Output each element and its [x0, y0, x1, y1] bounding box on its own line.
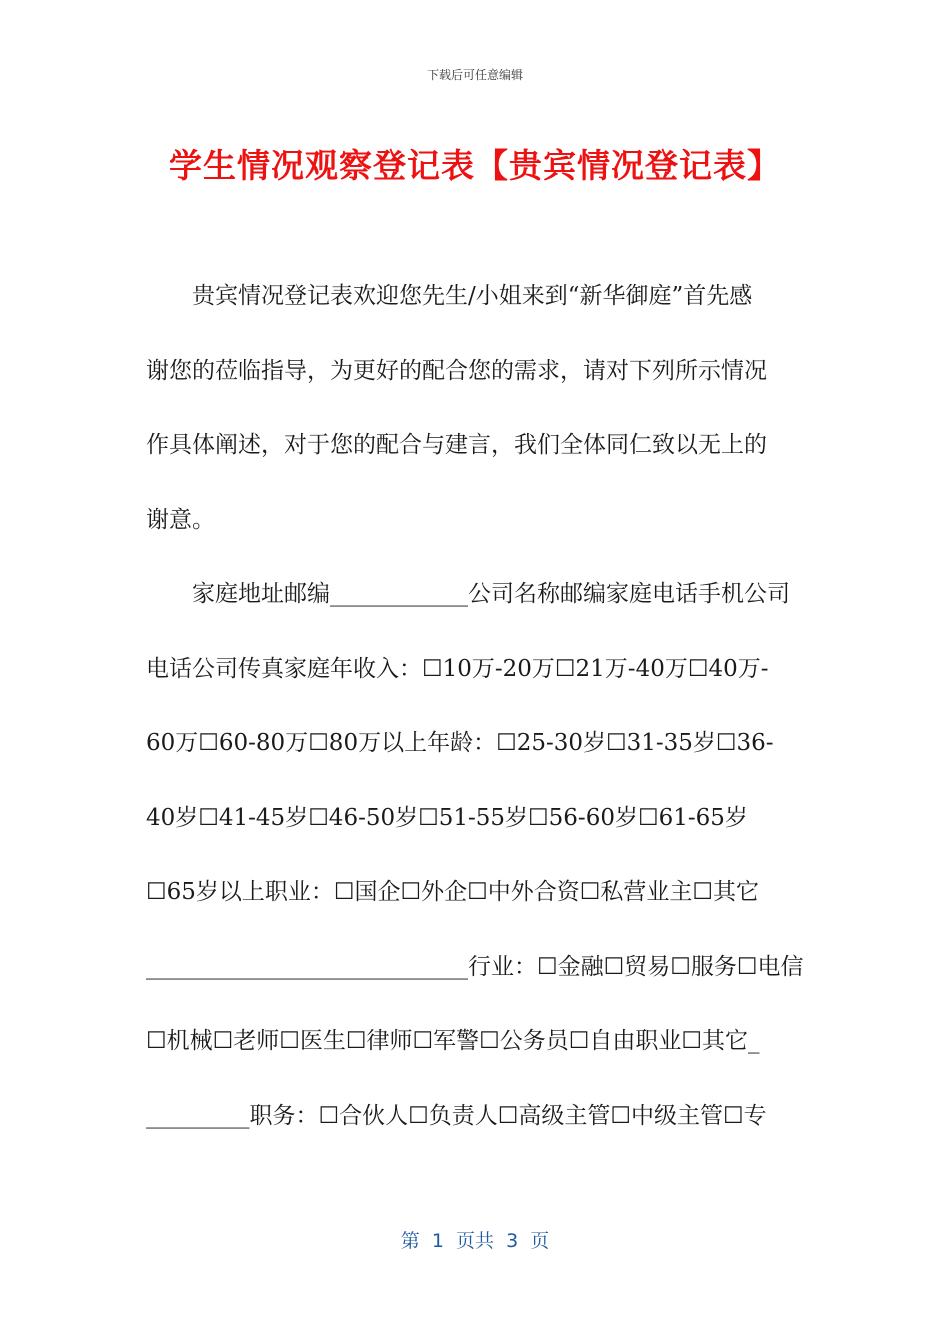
body-line-10: ____________________________行业：☐金融☐贸易☐服务☐电信 [146, 953, 804, 980]
body-line-9: ☐65岁以上职业：☐国企☐外企☐中外合资☐私营业主☐其它 [146, 879, 759, 905]
header-note: 下载后可任意编辑 [426, 68, 523, 82]
body-line-2: 谢您的莅临指导，为更好的配合您的需求，请对下列所示情况 [146, 357, 767, 384]
body-line-6: 电话公司传真家庭年收入：☐10万-20万☐21万-40万☐40万- [146, 655, 769, 682]
body-line-3: 作具体阐述，对于您的配合与建言，我们全体同仁致以无上的 [146, 432, 767, 458]
page-number-footer: 第 1 页共 3 页 [400, 1230, 550, 1252]
body-line-4: 谢意。 [146, 506, 215, 533]
body-line-8: 40岁☐41-45岁☐46-50岁☐51-55岁☐56-60岁☐61-65岁 [146, 804, 748, 831]
body-line-11: ☐机械☐老师☐医生☐律师☐军警☐公务员☐自由职业☐其它_ [146, 1028, 760, 1054]
body-line-12: _________职务：☐合伙人☐负责人☐高级主管☐中级主管☐专 [146, 1102, 767, 1129]
body-line-5: 家庭地址邮编____________公司名称邮编家庭电话手机公司 [146, 581, 790, 607]
body-line-7: 60万☐60-80万☐80万以上年龄：☐25-30岁☐31-35岁☐36- [146, 730, 774, 756]
body-line-1: 贵宾情况登记表欢迎您先生/小姐来到“新华御庭”首先感 [146, 283, 753, 309]
document-body [146, 264, 806, 1158]
document-title: 学生情况观察登记表【贵宾情况登记表】 [169, 146, 781, 185]
